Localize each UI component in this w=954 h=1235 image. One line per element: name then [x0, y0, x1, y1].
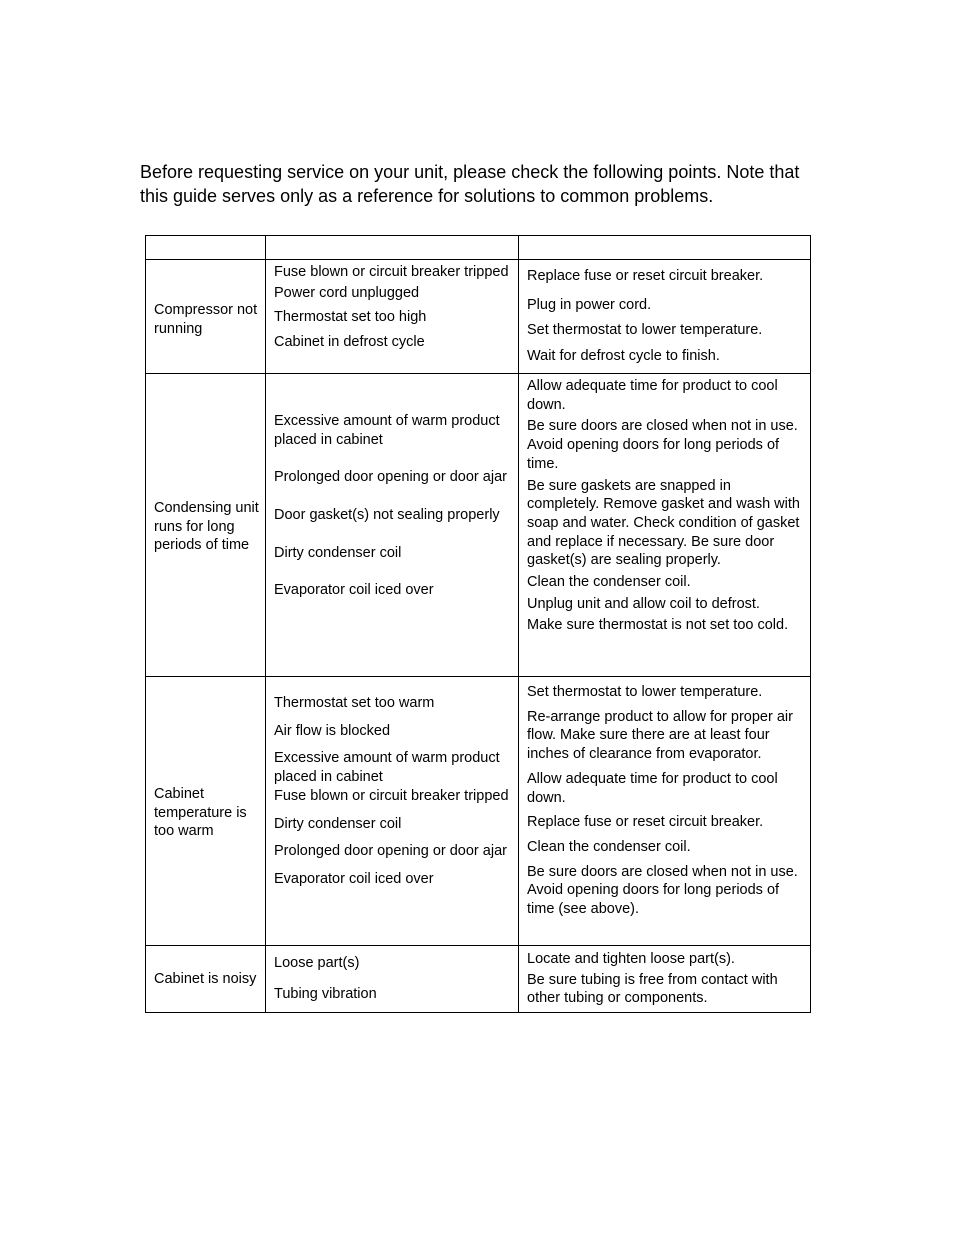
table-row	[146, 260, 811, 374]
solution-item: Re-arrange product to allow for proper air flow. Make sure there are at least four inches of clearance from evaporator.	[527, 708, 793, 763]
solution-item: Locate and tighten loose part(s).	[527, 951, 735, 967]
cause-item: Prolonged door opening or door ajar	[274, 469, 507, 486]
cause-item: Tubing vibration	[274, 985, 377, 1002]
cause-cell	[266, 677, 519, 946]
solution-cell	[519, 374, 811, 677]
cause-item: Power cord unplugged	[274, 284, 420, 301]
problem-text: Cabinet temperature is too warm	[154, 785, 247, 840]
table-row	[146, 374, 811, 677]
solution-item: Be sure gaskets are snapped in completely. Remove gasket and wash with soap and water. Check condition of gasket and replace if necessary. Be sure door gasket(s) are sealing properly.	[527, 477, 800, 569]
solution-item: Set thermostat to lower temperature.	[527, 684, 763, 700]
header-solution-cell	[519, 236, 811, 260]
cause-item: Fuse blown or circuit breaker tripped	[274, 264, 509, 280]
solution-cell	[519, 677, 811, 946]
solution-item: Allow adequate time for product to cool down.	[527, 378, 778, 413]
solution-item: Make sure thermostat is not set too cold.	[527, 617, 789, 634]
solution-item: Clean the condenser coil.	[527, 838, 691, 855]
cause-item: Excessive amount of warm product placed in cabinet	[274, 750, 500, 786]
cause-item: Air flow is blocked	[274, 722, 391, 739]
solution-item: Be sure doors are closed when not in use. Avoid opening doors for long periods of time.	[527, 418, 798, 472]
problem-cell	[146, 260, 266, 374]
cause-item: Cabinet in defrost cycle	[274, 334, 425, 351]
solution-item: Wait for defrost cycle to finish.	[527, 348, 720, 365]
solution-item: Allow adequate time for product to cool down.	[527, 770, 778, 806]
solution-cell	[519, 946, 811, 1013]
intro-paragraph: Before requesting service on your unit, please check the following points. Note that this guide serves only as a reference for solutions to common problems.	[140, 162, 800, 206]
table-row	[146, 677, 811, 946]
table-row	[146, 946, 811, 1013]
cause-item: Dirty condenser coil	[274, 815, 402, 832]
solution-item: Unplug unit and allow coil to defrost.	[527, 595, 760, 612]
problem-text: Condensing unit runs for long periods of time	[154, 499, 259, 554]
cause-item: Door gasket(s) not sealing properly	[274, 507, 500, 524]
cause-item: Evaporator coil iced over	[274, 870, 434, 887]
solution-cell	[519, 260, 811, 374]
cause-item: Loose part(s)	[274, 955, 360, 971]
problem-cell	[146, 946, 266, 1013]
troubleshooting-table	[145, 235, 811, 1013]
cause-item: Dirty condenser coil	[274, 544, 402, 561]
problem-text: Cabinet is noisy	[154, 970, 257, 987]
solution-item: Be sure doors are closed when not in use. Avoid opening doors for long periods of time (see above).	[527, 863, 798, 918]
header-problem-cell	[146, 236, 266, 260]
problem-text: Compressor not running	[154, 301, 258, 337]
solution-item: Replace fuse or reset circuit breaker.	[527, 268, 764, 284]
cause-cell	[266, 374, 519, 677]
table-header-row	[146, 236, 811, 260]
cause-item: Thermostat set too warm	[274, 695, 435, 711]
header-cause-cell	[266, 236, 519, 260]
problem-cell	[146, 374, 266, 677]
problem-cell	[146, 677, 266, 946]
cause-item: Evaporator coil iced over	[274, 581, 434, 598]
solution-item: Clean the condenser coil.	[527, 574, 691, 591]
solution-item: Set thermostat to lower temperature.	[527, 322, 763, 339]
cause-item: Prolonged door opening or door ajar	[274, 843, 507, 860]
cause-cell	[266, 946, 519, 1013]
solution-item: Be sure tubing is free from contact with other tubing or components.	[527, 971, 778, 1007]
cause-cell	[266, 260, 519, 374]
cause-item: Fuse blown or circuit breaker tripped	[274, 787, 509, 804]
cause-item: Thermostat set too high	[274, 309, 427, 326]
solution-item: Replace fuse or reset circuit breaker.	[527, 814, 764, 831]
solution-item: Plug in power cord.	[527, 296, 652, 313]
cause-item: Excessive amount of warm product placed in cabinet	[274, 413, 500, 448]
